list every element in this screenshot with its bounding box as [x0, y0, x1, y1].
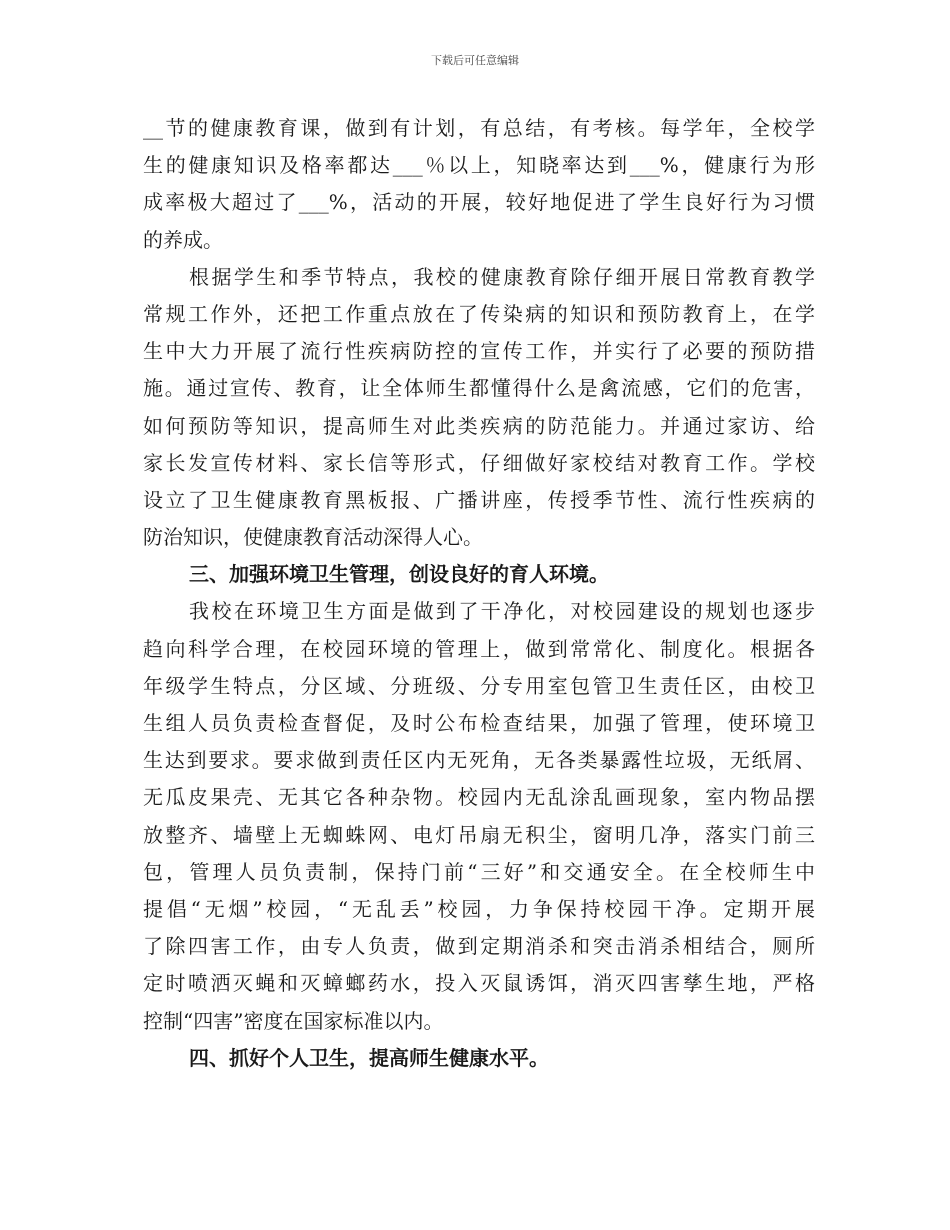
paragraph-1 [143, 110, 815, 259]
paragraph-2 [143, 259, 815, 557]
text-line: 控制“四害”密度在国家标准以内。 [143, 1008, 444, 1033]
document-body [143, 110, 815, 1077]
text-line: 包，管理人员负责制，保持门前“三好”和交通安全。在全校师生中 [143, 859, 815, 884]
text-line: __节的健康教育课，做到有计划，有总结，有考核。每学年，全校学 [143, 116, 815, 140]
section-heading-text: 四、抓好个人卫生，提高师生健康水平。 [189, 1045, 549, 1070]
text-line: 根据学生和季节特点，我校的健康教育除仔细开展日常教育教学 [189, 264, 815, 289]
text-line: 提倡“无烟”校园，“无乱丢”校园，力争保持校园干净。定期开展 [143, 896, 815, 921]
text-line: 设立了卫生健康教育黑板报、广播讲座，传授季节性、流行性疾病的 [143, 487, 815, 512]
section-heading-3 [143, 556, 815, 593]
text-line: 家长发宣传材料、家长信等形式，仔细做好家校结对教育工作。学校 [143, 450, 815, 475]
text-line: 放整齐、墙壁上无蜘蛛网、电灯吊扇无积尘，窗明几净，落实门前三 [143, 822, 815, 847]
text-line: 生中大力开展了流行性疾病防控的宣传工作，并实行了必要的预防措 [143, 339, 815, 364]
text-line: 防治知识，使健康教育活动深得人心。 [143, 525, 483, 550]
section-heading-4 [143, 1040, 815, 1077]
text-line: 生组人员负责检查督促，及时公布检查结果，加强了管理，使环境卫 [143, 711, 815, 735]
text-line: 生的健康知识及格率都达___％以上，知晓率达到___%，健康行为形 [143, 153, 815, 178]
text-line: 的养成。 [143, 227, 223, 252]
text-line: 我校在环境卫生方面是做到了干净化，对校园建设的规划也逐步 [189, 599, 815, 624]
section-heading-text: 三、加强环境卫生管理，创设良好的育人环境。 [189, 562, 609, 587]
page-header-note: 下载后可任意编辑 [431, 54, 519, 67]
text-line: 常规工作外，还把工作重点放在了传染病的知识和预防教育上，在学 [143, 301, 815, 326]
text-line: 生达到要求。要求做到责任区内无死角，无各类暴露性垃圾，无纸屑、 [143, 748, 815, 773]
text-line: 定时喷洒灭蝇和灭蟑螂药水，投入灭鼠诱饵，消灭四害孳生地，严格 [143, 971, 815, 996]
text-line: 了除四害工作，由专人负责，做到定期消杀和突击消杀相结合，厕所 [143, 934, 815, 959]
paragraph-3 [143, 593, 815, 1039]
text-line: 无瓜皮果壳、无其它各种杂物。校园内无乱涂乱画现象，室内物品摆 [143, 785, 815, 810]
text-line: 如何预防等知识，提高师生对此类疾病的防范能力。并通过家访、给 [143, 413, 815, 438]
text-line: 施。通过宣传、教育，让全体师生都懂得什么是禽流感，它们的危害， [143, 376, 815, 401]
text-line: 趋向科学合理，在校园环境的管理上，做到常常化、制度化。根据各 [143, 636, 815, 661]
text-line: 成率极大超过了___%，活动的开展，较好地促进了学生良好行为习惯 [143, 190, 815, 215]
text-line: 年级学生特点，分区域、分班级、分专用室包管卫生责任区，由校卫 [143, 673, 815, 698]
